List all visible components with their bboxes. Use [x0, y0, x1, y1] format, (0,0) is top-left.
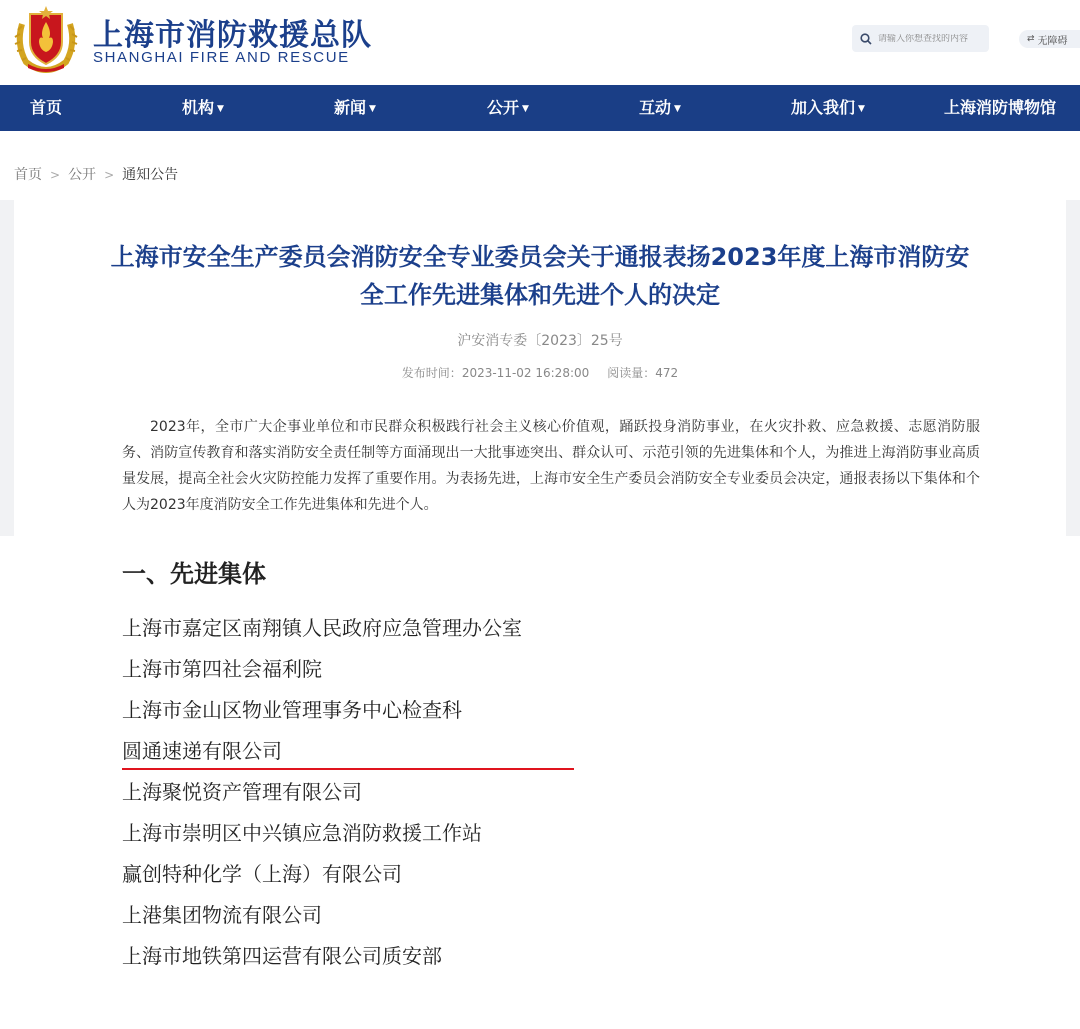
list-item: 赢创特种化学（上海）有限公司	[122, 862, 402, 886]
nav-label: 新闻	[334, 98, 367, 117]
highlight-underline	[122, 768, 574, 770]
search-icon[interactable]	[860, 33, 872, 45]
breadcrumb-home[interactable]: 首页	[14, 167, 42, 183]
caret-down-icon: ▼	[217, 104, 224, 114]
nav-label: 首页	[30, 98, 63, 117]
caret-down-icon: ▼	[522, 104, 529, 114]
nav-item-museum[interactable]	[944, 85, 1056, 131]
caret-down-icon: ▼	[369, 104, 376, 114]
caret-down-icon: ▼	[674, 104, 681, 114]
site-title[interactable]: 上海市消防救援总队	[93, 18, 372, 53]
main-nav	[0, 85, 1080, 131]
accessibility-button[interactable]	[1019, 30, 1080, 48]
list-item: 上海聚悦资产管理有限公司	[122, 780, 362, 804]
accessibility-label: 无障碍	[1037, 35, 1068, 47]
document-number: 沪安消专委〔2023〕25号	[457, 333, 623, 349]
list-item: 上海市崇明区中兴镇应急消防救援工作站	[122, 821, 482, 845]
nav-label: 公开	[487, 98, 520, 117]
search-input[interactable]	[878, 34, 988, 44]
nav-item-organization[interactable]	[182, 85, 224, 131]
article-meta	[0, 364, 1080, 381]
nav-item-interaction[interactable]	[639, 85, 681, 131]
fire-rescue-emblem-icon[interactable]	[12, 4, 80, 74]
list-item: 上港集团物流有限公司	[122, 903, 322, 927]
nav-label: 互动	[639, 98, 672, 117]
nav-item-home[interactable]	[30, 85, 62, 131]
list-item: 上海市地铁第四运营有限公司质安部	[122, 944, 442, 968]
nav-label: 加入我们	[791, 98, 856, 117]
section-heading: 一、先进集体	[122, 560, 266, 588]
list-item: 上海市金山区物业管理事务中心检查科	[122, 698, 462, 722]
nav-item-public[interactable]	[487, 85, 529, 131]
views-count: 472	[655, 366, 679, 380]
organization-list	[122, 608, 522, 977]
swap-arrows-icon: ⇄	[1027, 34, 1035, 44]
publish-time: 2023-11-02 16:28:00	[461, 366, 590, 380]
chevron-right-icon: >	[50, 168, 61, 182]
list-item-highlighted: 圆通速递有限公司	[122, 739, 282, 763]
publish-label: 发布时间：	[401, 366, 462, 380]
views-label: 阅读量：	[607, 366, 656, 380]
breadcrumb	[14, 164, 178, 184]
nav-item-news[interactable]	[334, 85, 376, 131]
site-subtitle: SHANGHAI FIRE AND RESCUE	[93, 49, 350, 66]
breadcrumb-public[interactable]: 公开	[68, 167, 97, 183]
caret-down-icon: ▼	[858, 104, 865, 114]
breadcrumb-current[interactable]: 通知公告	[122, 167, 179, 183]
chevron-right-icon: >	[104, 168, 115, 182]
list-item: 上海市嘉定区南翔镇人民政府应急管理办公室	[122, 616, 522, 640]
list-item: 上海市第四社会福利院	[122, 657, 322, 681]
article-title: 上海市安全生产委员会消防安全专业委员会关于通报表扬2023年度上海市消防安全工作先进集体和先进个人的决定	[110, 243, 970, 309]
nav-label: 机构	[182, 98, 215, 117]
nav-label: 上海消防博物馆	[944, 98, 1057, 117]
nav-item-join-us[interactable]	[791, 85, 865, 131]
site-header	[0, 0, 1080, 85]
search-box[interactable]	[852, 25, 989, 52]
article-intro: 2023年，全市广大企事业单位和市民群众积极践行社会主义核心价值观，踊跃投身消防事业，在火灾扑救、应急救援、志愿消防服务、消防宣传教育和落实消防安全责任制等方面涌现出一大批事迹突出、群众认可、示范引领的先进集体和个人，为推进上海消防事业高质量发展，提高全社会火灾防控能力发挥了重要作用。为表扬先进，上海市安全生产委员会消防安全专业委员会决定，通报表扬以下集体和个人为2023年度消防安全工作先进集体和先进个人。	[122, 419, 980, 513]
